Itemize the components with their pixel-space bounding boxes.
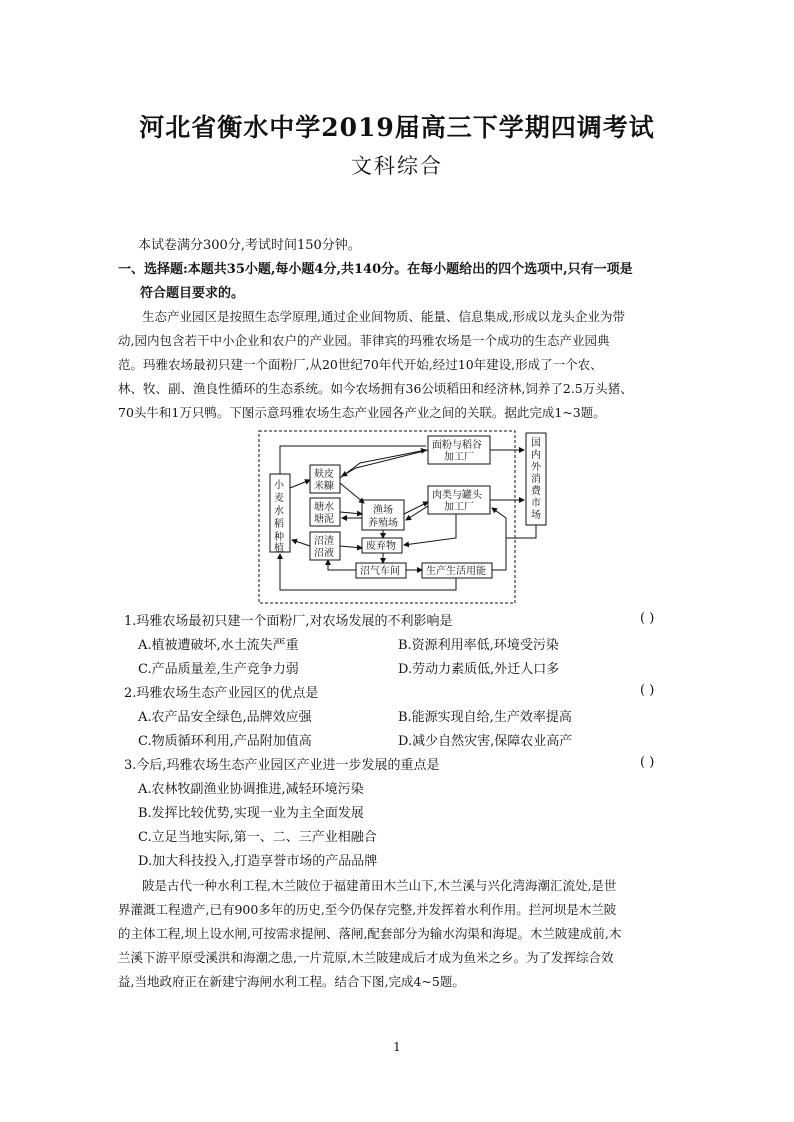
question-2-stem: 2.玛雅农场生态产业园区的优点是 [124,686,319,701]
label-wheat-rice: 小麦水稻种植 [274,480,284,554]
passage1-line: 动,园内包含若干中小企业和农户的产业园。菲律宾的玛雅农场是一个成功的生态产业园典 [118,333,610,348]
label-meat-cannery: 肉类与罐头加工厂 [432,490,482,513]
exam-info: 本试卷满分300分,考试时间150分钟。 [138,238,361,253]
question-2-option-d[interactable]: D.减少自然灾害,保障农业高产 [398,734,573,749]
passage2-line: 界灌溉工程遗产,已有900多年的历史,至今仍保存完整,并发挥着水利作用。拦河坝是木兰陂 [118,902,617,917]
label-market: 国内外消费市场 [531,438,541,521]
question-1-option-c[interactable]: C.产品质量差,生产竞争力弱 [138,662,299,677]
label-energy: 生产生活用能 [426,566,486,577]
question-2-option-a[interactable]: A.农产品安全绿色,品牌效应强 [138,710,312,725]
passage2-line: 益,当地政府正在新建宁海闸水利工程。结合下图,完成4~5题。 [118,974,465,989]
label-biogas-plant: 沼气车间 [360,566,400,577]
industry-flow-diagram [256,428,556,608]
question-3-option-a[interactable]: A.农林牧副渔业协调推进,减轻环境污染 [138,782,364,797]
label-pond: 塘水塘泥 [314,502,334,525]
page-number: 1 [393,1040,401,1054]
passage2-line: 兰溪下游平原受溪洪和海潮之患,一片荒原,木兰陂建成后才成为鱼米之乡。为了发挥综合效 [118,950,614,965]
label-biogas-residue: 沼渣沼液 [314,536,334,559]
question-1-stem: 1.玛雅农场最初只建一个面粉厂,对农场发展的不利影响是 [124,614,453,629]
section-heading-line2: 符合题目要求的。 [140,286,245,301]
question-3-stem: 3.今后,玛雅农场生态产业园区产业进一步发展的重点是 [124,758,440,773]
passage1-line: 生态产业园区是按照生态学原理,通过企业间物质、能量、信息集成,形成以龙头企业为带 [142,309,625,324]
question-1-option-a[interactable]: A.植被遭破坏,水土流失严重 [138,638,299,653]
question-1-option-d[interactable]: D.劳动力素质低,外迁人口多 [398,662,560,677]
question-1-option-b[interactable]: B.资源利用率低,环境受污染 [398,638,559,653]
label-bran: 麸皮米糠 [314,469,334,492]
label-livestock: 渔场养殖场 [368,505,398,529]
passage1-line: 70头牛和1万只鸭。下图示意玛雅农场生态产业园各产业之间的关联。据此完成1~3题。 [118,405,606,420]
section-heading-line1: 一、选择题:本题共35小题,每小题4分,共140分。在每小题给出的四个选项中,只有一项是 [118,262,633,277]
question-2-option-c[interactable]: C.物质循环利用,产品附加值高 [138,734,312,749]
question-2-answer-blank[interactable]: ( ) [640,683,655,698]
question-1-answer-blank[interactable]: ( ) [640,611,655,626]
question-3-option-c[interactable]: C.立足当地实际,第一、二、三产业相融合 [138,830,377,845]
page-title: 河北省衡水中学2019届高三下学期四调考试 [139,113,655,142]
passage1-line: 林、牧、副、渔良性循环的生态系统。如今农场拥有36公顷稻田和经济林,饲养了2.5万头猪、 [118,381,633,396]
label-flour-mill: 面粉与稻谷加工厂 [432,440,482,463]
passage2-line: 的主体工程,坝上设水闸,可按需求提闸、落闸,配套部分为输水沟渠和海堤。木兰陂建成前,木 [118,926,622,941]
passage1-line: 范。玛雅农场最初只建一个面粉厂,从20世纪70年代开始,经过10年建设,形成了一个农、 [118,357,603,372]
passage2-line: 陂是古代一种水利工程,木兰陂位于福建莆田木兰山下,木兰溪与兴化湾海潮汇流处,是世 [142,878,617,893]
question-3-option-b[interactable]: B.发挥比较优势,实现一业为主全面发展 [138,806,364,821]
question-2-option-b[interactable]: B.能源实现自给,生产效率提高 [398,710,572,725]
question-3-answer-blank[interactable]: ( ) [640,755,655,770]
question-3-option-d[interactable]: D.加大科技投入,打造享誉市场的产品品牌 [138,854,378,869]
page-subtitle: 文科综合 [351,154,443,178]
label-waste: 废弃物 [366,541,396,552]
